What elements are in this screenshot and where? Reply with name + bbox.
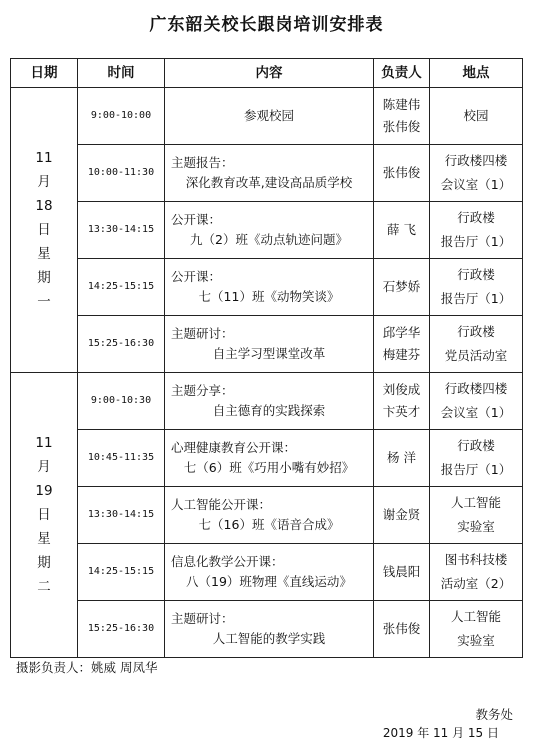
- owner-cell: [374, 373, 430, 430]
- place-line: 报告厅（1）: [440, 234, 512, 249]
- date-char: 19: [35, 483, 53, 499]
- time-cell: 13:30-14:15: [78, 487, 165, 544]
- owner-cell: [374, 88, 430, 145]
- place-line: 会议室（1）: [440, 405, 512, 420]
- content-cell: [165, 601, 374, 658]
- place-line: 人工智能: [450, 495, 501, 510]
- table-row: [11, 88, 523, 145]
- owner-name: 卞英才: [382, 404, 421, 419]
- document-title: 广东韶关校长跟岗培训安排表: [149, 15, 384, 35]
- issue-date: 2019 年 11 月 15 日: [382, 726, 499, 740]
- header-owner: 负责人: [374, 59, 430, 88]
- place-line: 会议室（1）: [440, 177, 512, 192]
- table-row: [11, 430, 523, 487]
- date-char: 一: [37, 294, 51, 310]
- place-cell: [430, 373, 523, 430]
- content-detail: 人工智能的教学实践: [212, 631, 326, 646]
- date-char: 星: [37, 246, 51, 262]
- place-line: 图书科技楼: [444, 552, 508, 567]
- content-heading: 主题分享：: [171, 383, 234, 398]
- header-date: 日期: [11, 59, 78, 88]
- place-cell: [430, 601, 523, 658]
- content-heading: 心理健康教育公开课：: [171, 440, 297, 455]
- date-char: 日: [37, 222, 51, 238]
- time-cell: 15:25-16:30: [78, 316, 165, 373]
- time-cell: 9:00-10:00: [78, 88, 165, 145]
- place-line: 行政楼: [457, 210, 495, 225]
- table-row: [11, 373, 523, 430]
- content-heading: 公开课：: [171, 269, 222, 284]
- table-header-row: [11, 59, 523, 88]
- place-cell: [430, 145, 523, 202]
- table-row: [11, 601, 523, 658]
- owner-name: 张伟俊: [382, 621, 421, 636]
- place-cell: [430, 544, 523, 601]
- time-cell: 10:00-11:30: [78, 145, 165, 202]
- owner-cell: [374, 145, 430, 202]
- date-char: 11: [35, 150, 53, 166]
- content-heading: 主题报告：: [171, 155, 234, 170]
- owner-cell: [374, 544, 430, 601]
- content-cell: [165, 259, 374, 316]
- day-date-cell: [11, 373, 78, 658]
- content-detail: 七（11）班《动物笑谈》: [198, 289, 340, 304]
- content-cell: [165, 88, 374, 145]
- place-line: 行政楼: [457, 324, 495, 339]
- owner-name: 石梦娇: [382, 279, 421, 294]
- place-line: 报告厅（1）: [440, 462, 512, 477]
- owner-name: 刘俊成: [382, 382, 421, 397]
- table-row: [11, 544, 523, 601]
- owner-name: 邱学华: [382, 325, 421, 340]
- date-char: 月: [37, 459, 51, 475]
- time-cell: 14:25-15:15: [78, 544, 165, 601]
- place-cell: [430, 202, 523, 259]
- table-row: [11, 316, 523, 373]
- content-cell: [165, 373, 374, 430]
- content-heading: 主题研讨：: [171, 326, 234, 341]
- owner-cell: [374, 202, 430, 259]
- content-detail: 九（2）班《动点轨迹问题》: [190, 232, 348, 247]
- place-line: 党员活动室: [444, 348, 508, 363]
- owner-name: 陈建伟: [382, 97, 421, 112]
- place-cell: [430, 430, 523, 487]
- content-cell: [165, 145, 374, 202]
- owner-name: 谢金贤: [382, 507, 421, 522]
- time-cell: 9:00-10:30: [78, 373, 165, 430]
- content-cell: [165, 316, 374, 373]
- content-cell: [165, 430, 374, 487]
- date-char: 11: [35, 435, 53, 451]
- place-line: 校园: [463, 108, 489, 123]
- place-line: 活动室（2）: [440, 576, 512, 591]
- place-line: 实验室: [457, 633, 495, 648]
- owner-cell: [374, 487, 430, 544]
- date-char: 期: [37, 270, 51, 286]
- table-row: [11, 145, 523, 202]
- owner-cell: [374, 601, 430, 658]
- table-row: [11, 259, 523, 316]
- header-time: 时间: [78, 59, 165, 88]
- owner-name: 张伟俊: [382, 165, 421, 180]
- content-detail: 自主德育的实践探索: [212, 403, 326, 418]
- owner-name: 梅建芬: [382, 347, 421, 362]
- date-char: 星: [37, 531, 51, 547]
- schedule-table: [10, 58, 523, 658]
- place-line: 行政楼四楼: [444, 381, 508, 396]
- owner-cell: [374, 259, 430, 316]
- place-line: 行政楼: [457, 267, 495, 282]
- time-cell: 14:25-15:15: [78, 259, 165, 316]
- day-date-cell: [11, 88, 78, 373]
- content-detail: 八（19）班物理《直线运动》: [186, 574, 352, 589]
- place-line: 报告厅（1）: [440, 291, 512, 306]
- content-heading: 参观校园: [243, 108, 294, 123]
- place-cell: [430, 316, 523, 373]
- place-line: 人工智能: [450, 609, 501, 624]
- date-char: 日: [37, 507, 51, 523]
- photographer-line: 摄影负责人：姚威 周凤华: [16, 660, 158, 675]
- time-cell: 15:25-16:30: [78, 601, 165, 658]
- owner-cell: [374, 430, 430, 487]
- header-place: 地点: [430, 59, 523, 88]
- content-heading: 人工智能公开课：: [171, 497, 272, 512]
- date-char: 期: [37, 555, 51, 571]
- time-cell: 13:30-14:15: [78, 202, 165, 259]
- date-char: 月: [37, 174, 51, 190]
- table-row: [11, 487, 523, 544]
- content-detail: 七（6）班《巧用小嘴有妙招》: [183, 460, 355, 475]
- content-cell: [165, 202, 374, 259]
- place-cell: [430, 88, 523, 145]
- owner-name: 钱晨阳: [382, 564, 421, 579]
- table-row: [11, 202, 523, 259]
- content-heading: 主题研讨：: [171, 611, 234, 626]
- time-cell: 10:45-11:35: [78, 430, 165, 487]
- content-detail: 深化教育改革,建设高品质学校: [185, 175, 353, 190]
- owner-cell: [374, 316, 430, 373]
- schedule-body: [11, 88, 523, 658]
- content-cell: [165, 544, 374, 601]
- place-cell: [430, 487, 523, 544]
- owner-name: 杨 洋: [387, 450, 416, 465]
- content-heading: 信息化教学公开课：: [171, 554, 284, 569]
- content-detail: 七（16）班《语音合成》: [198, 517, 340, 532]
- content-heading: 公开课：: [171, 212, 222, 227]
- place-line: 行政楼: [457, 438, 495, 453]
- content-cell: [165, 487, 374, 544]
- date-char: 18: [35, 198, 53, 214]
- content-detail: 自主学习型课堂改革: [212, 346, 326, 361]
- header-content: 内容: [165, 59, 374, 88]
- place-line: 实验室: [457, 519, 495, 534]
- owner-name: 薛 飞: [387, 222, 416, 237]
- place-cell: [430, 259, 523, 316]
- place-line: 行政楼四楼: [444, 153, 508, 168]
- date-char: 二: [37, 579, 51, 595]
- issuing-office: 教务处: [475, 707, 513, 722]
- owner-name: 张伟俊: [382, 119, 421, 134]
